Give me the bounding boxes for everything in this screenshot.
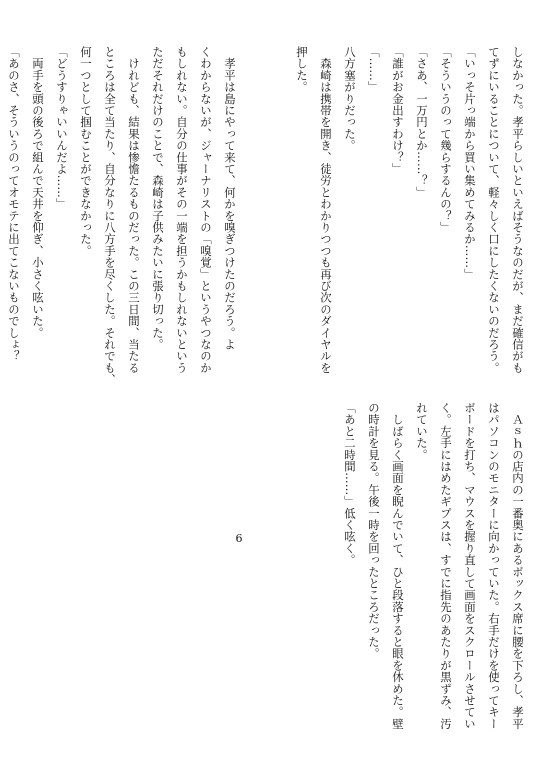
text-line: 両手を頭の後ろで組んで天井を仰ぎ、小さく呟いた。 [31,46,45,339]
text-line: く。左手にはめたギプスは、すでに指先のあたりが黒ずみ、汚 [439,402,453,730]
lower-text-block [338,402,530,740]
upper-text-block [0,46,530,386]
text-line: 孝平は島にやって来て、何かを嗅ぎつけたのだろう。よ [223,46,237,351]
text-line: 「そういうのって幾らするんの？」 [439,46,453,234]
text-line: Ａｓｈの店内の一番奥にあるボックス席に腰を下ろし、孝平 [511,402,525,730]
text-line: 「誰がお金出すわけ？」 [391,46,405,175]
text-line: ただそれだけのことで、森崎は子供みたいに張り切った。 [151,46,165,351]
text-line: けれども、結果は惨憺たるものだった。この三日間、当たる [127,46,141,374]
text-line: はパソコンのモニターに向かっていた。右手だけを使ってキー [487,402,501,730]
text-line [266,46,290,364]
text-line: 「いっそ片っ端から買い集めてみるか……」 [463,46,477,280]
text-line: 森崎は携帯を開き、徒労とわかりつつも再び次のダイヤルを [319,46,333,374]
text-line: ボードを打ち、マウスを握り直して画面をスクロールさせてい [463,402,477,730]
text-line: 何一つとして掴むことができなかった。 [79,46,93,257]
text-line: 「あのさ、そういうのってオモテに出てこないものでしょ？ [7,46,21,362]
text-line [242,46,266,364]
text-line: もしれない。自分の仕事がその一端を担うかもしれないという [175,46,189,374]
text-line: しなかった。孝平らしいといえばそうなのだが、まだ確信がも [511,46,525,374]
text-line [0,46,2,364]
text-line: 八方塞がりだった。 [343,46,357,152]
text-line: 「どうすりゃいいんだよ……」 [55,46,69,210]
text-line: 押した。 [295,46,309,93]
text-line: てずにいることについて、軽々しく口にしたくないのだろう。 [487,46,501,374]
text-line: ところは全て当たり、自分なりに八方手を尽くした。それでも、 [103,46,117,386]
text-line: 「……」 [367,46,381,93]
text-line: 「あと二時間……」低く呟く。 [343,402,357,566]
text-line: しばらく画面を睨んでいて、ひと段落すると眼を休めた。壁 [391,402,405,730]
text-line: くわからないが、ジャーナリストの「嗅覚」というやつなのか [199,46,213,374]
text-line: の時計を見る。午後一時を回ったところだった。 [367,402,381,660]
section-number: 6 [235,532,243,545]
text-line: れていた。 [415,402,429,461]
text-line: 「さあ、一万円とか……？」 [415,46,429,199]
